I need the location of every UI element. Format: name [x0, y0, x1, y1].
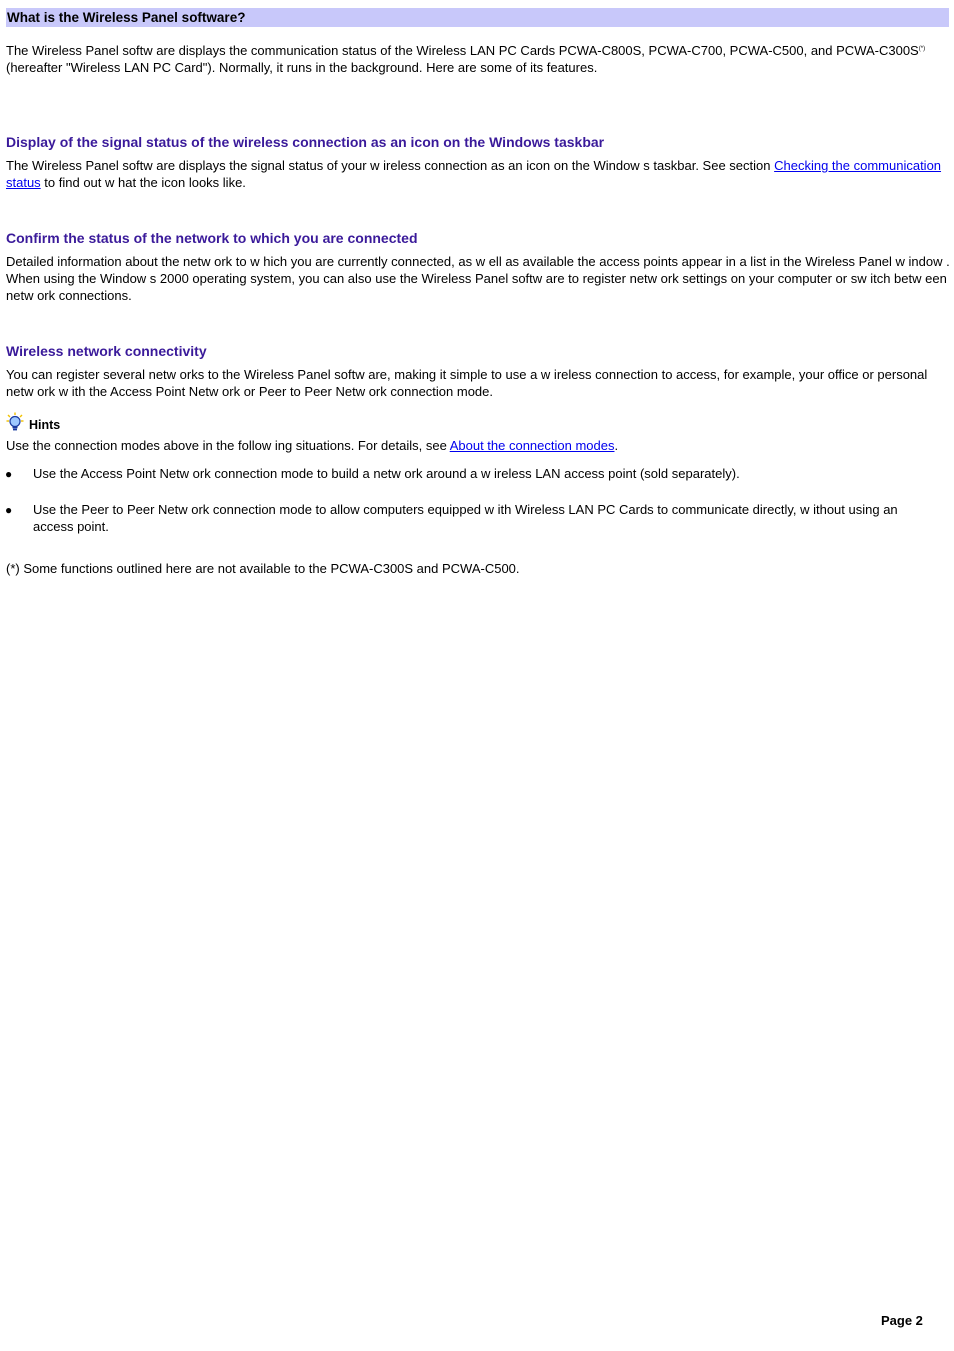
intro-paragraph	[6, 41, 950, 76]
section-text-start: The Wireless Panel softw are displays the signal status of your w ireless connection as an icon on the Window s taskbar. See section	[6, 158, 775, 173]
bullet-marker: ●	[5, 503, 13, 517]
intro-text-end: (hereafter "Wireless LAN PC Card"). Normally, it runs in the background. Here are some of its features.	[6, 60, 598, 75]
section-text-network-status: Detailed information about the netw ork to w hich you are currently connected, as w ell as available the access points appear in a list in the Wireless Panel w indow . When using the Window s 2000 operating system, you can also use the Wireless Panel softw are to register netw ork settings on your computer or sw itch betw een netw ork connections.	[6, 254, 950, 303]
section-text-end: to find out w hat the icon looks like.	[40, 175, 246, 190]
lightbulb-icon	[6, 412, 26, 434]
footnote: (*) Some functions outlined here are not available to the PCWA-C300S and PCWA-C500.	[6, 561, 520, 576]
page-title-bar	[6, 8, 949, 27]
intro-text-start: The Wireless Panel softw are displays the communication status of the Wireless LAN PC Cards PCWA-C800S, PCWA-C700, PCWA-C500, and PCWA-C300S	[6, 43, 919, 58]
checking-communication-status-link[interactable]: Checking the communication status	[6, 158, 942, 190]
page-title: What is the Wireless Panel software?	[7, 10, 246, 25]
hints-text-end: .	[614, 438, 619, 453]
page-number: Page 2	[881, 1313, 923, 1328]
footnote-marker: (*)	[918, 46, 926, 52]
bullet-marker: ●	[5, 467, 13, 481]
hints-text	[6, 437, 950, 454]
about-connection-modes-link[interactable]: About the connection modes	[449, 438, 615, 453]
bullet-peer-to-peer-mode: Use the Peer to Peer Netw ork connection mode to allow computers equipped w ith Wireless LAN PC Cards to communicate directly, w ithout using an access point.	[33, 502, 898, 534]
section-title-network-status: Confirm the status of the network to which you are connected	[6, 230, 418, 246]
section-text-connectivity: You can register several netw orks to the Wireless Panel softw are, making it simple to use a w ireless connection to access, for example, your office or personal netw ork w ith the Access Point Netw ork or Peer to Peer Netw ork connection mode.	[6, 367, 928, 399]
section-title-connectivity: Wireless network connectivity	[6, 343, 207, 359]
bullet-access-point-mode: Use the Access Point Netw ork connection mode to build a netw ork around a w ireless LAN access point (sold separately).	[33, 466, 740, 481]
hints-text-start: Use the connection modes above in the follow ing situations. For details, see	[6, 438, 450, 453]
section-title-taskbar-icon: Display of the signal status of the wireless connection as an icon on the Windows taskbar	[6, 134, 605, 150]
section-text-taskbar-icon	[6, 157, 950, 191]
hints-label: Hints	[29, 418, 61, 432]
